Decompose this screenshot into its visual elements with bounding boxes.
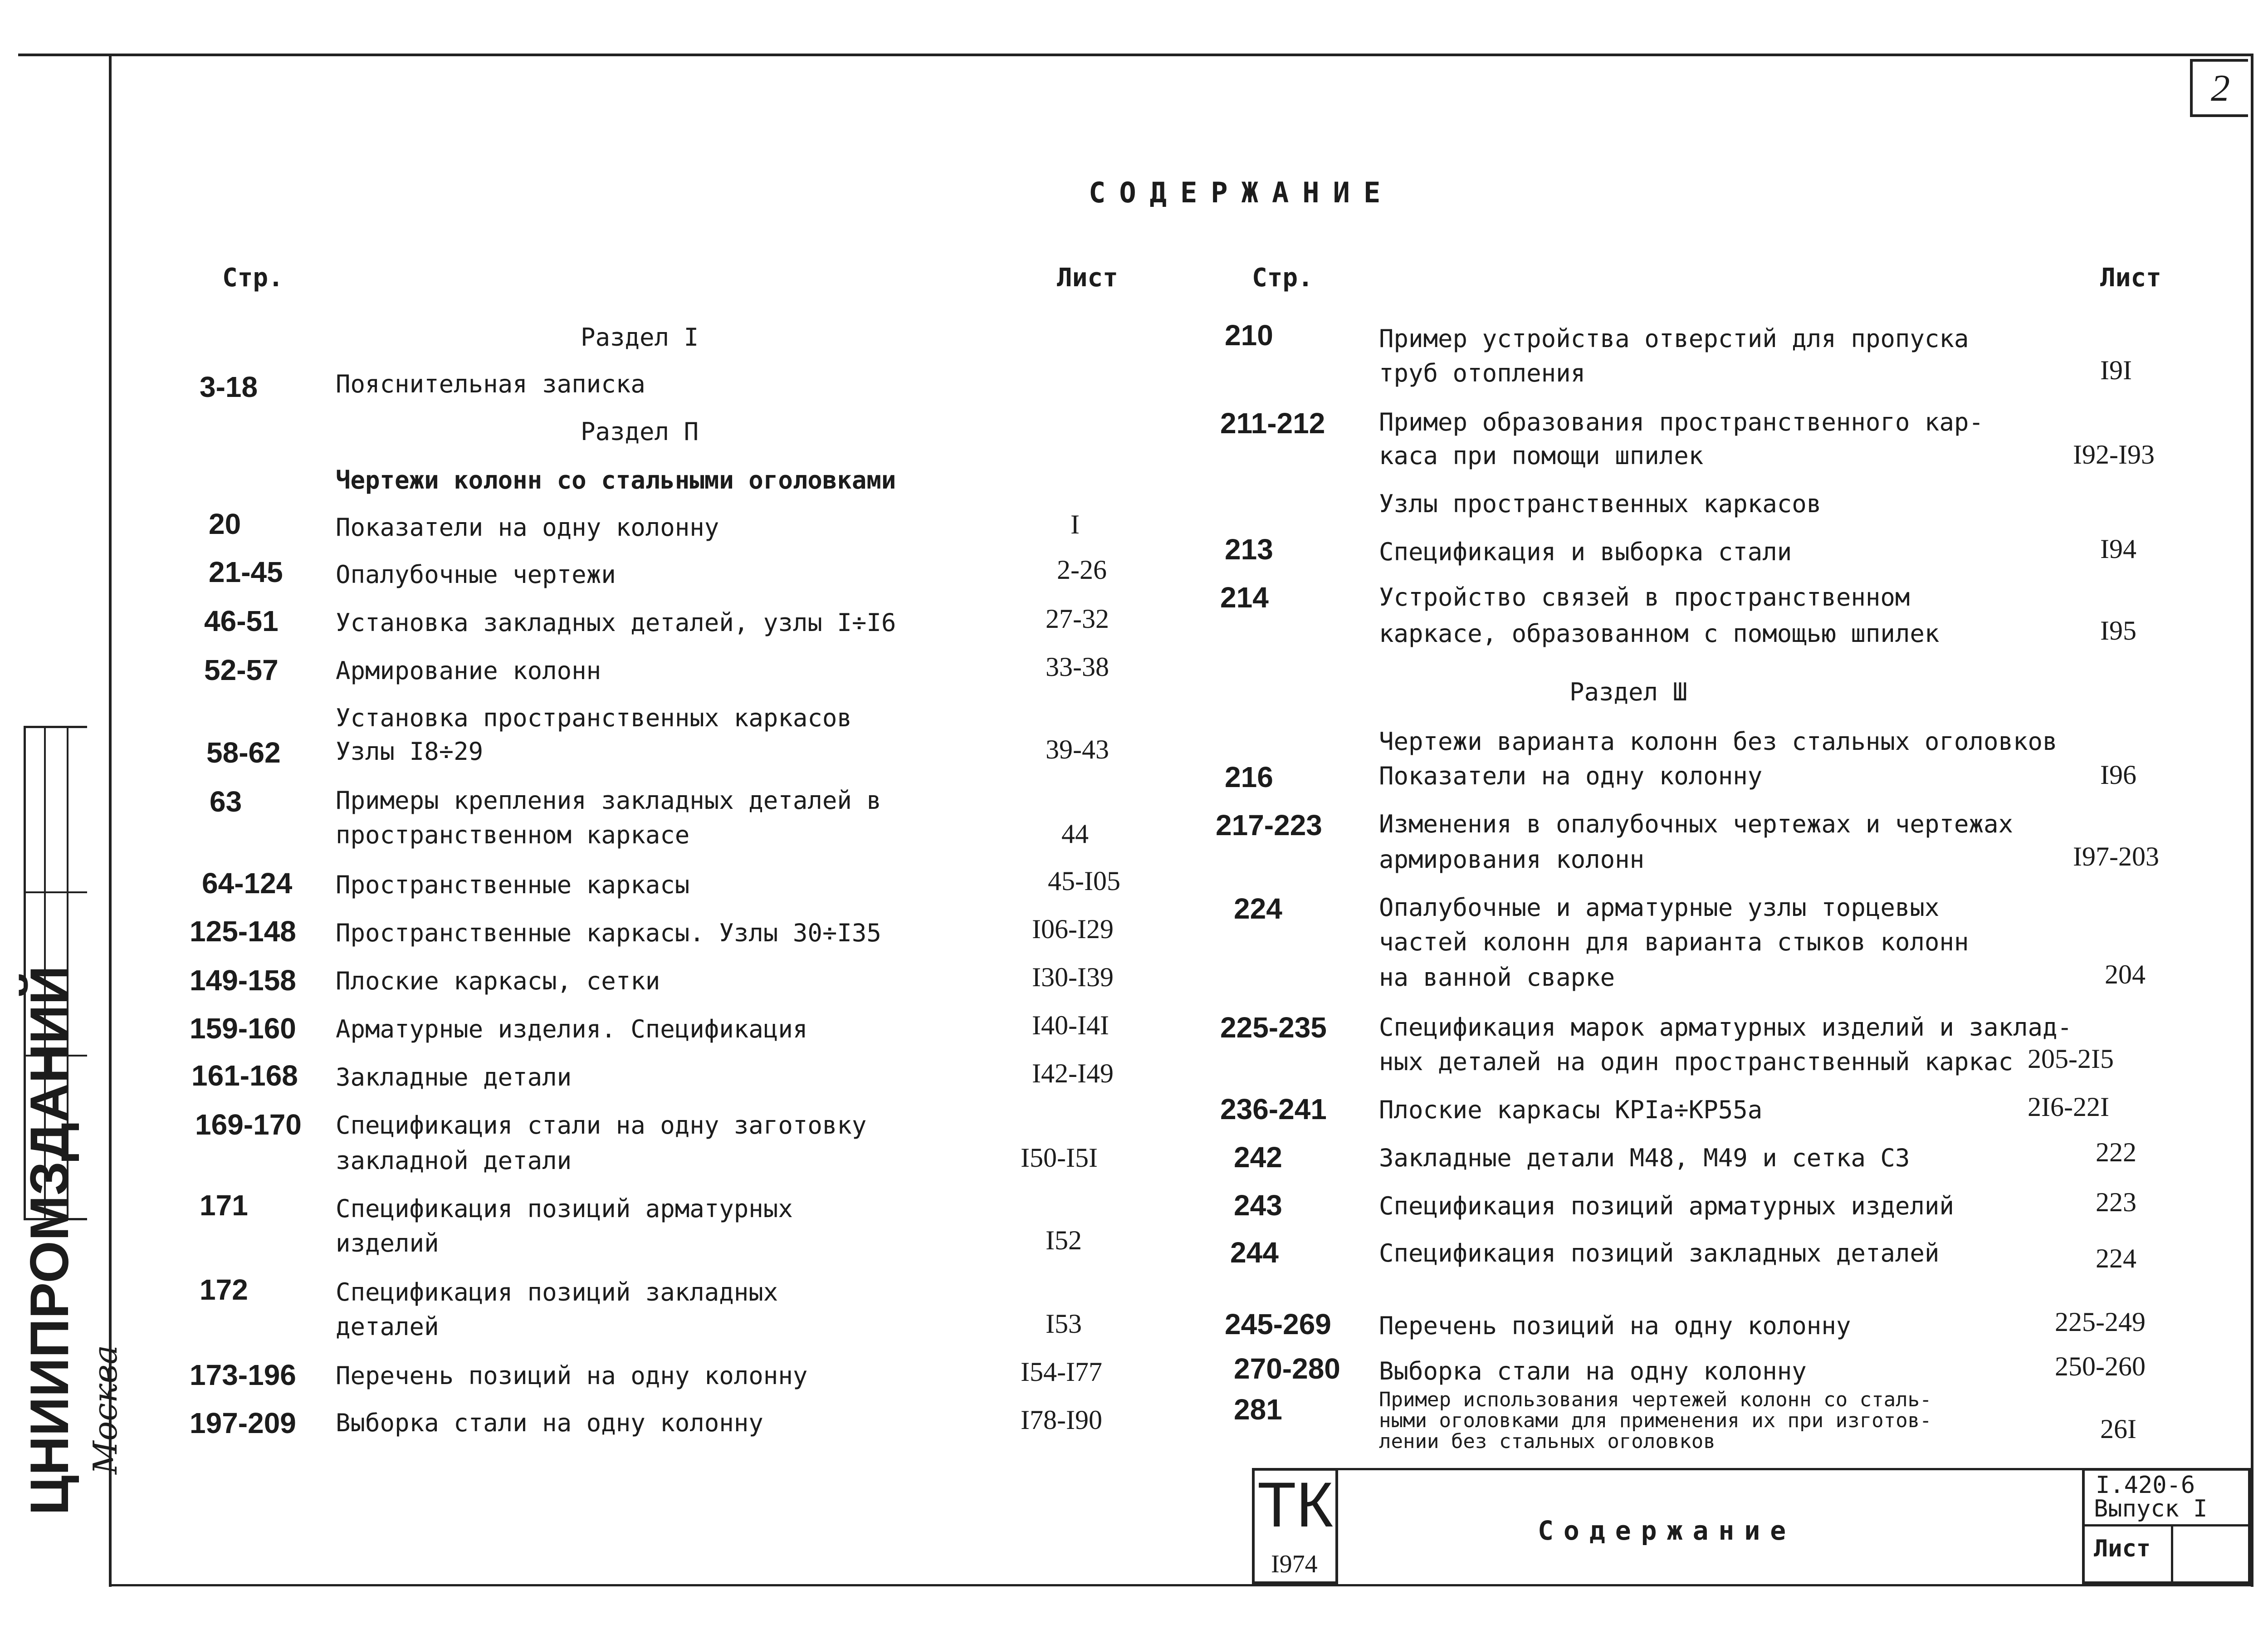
toc-sheet: 44	[1061, 819, 1089, 849]
toc-page: 172	[200, 1273, 248, 1306]
toc-page: 3-18	[200, 371, 258, 403]
toc-sheet: I42-I49	[1032, 1058, 1114, 1088]
toc-subheading: Чертежи колонн со стальными оголовками	[336, 466, 896, 494]
toc-entry: Устройство связей в пространственном	[1379, 583, 1910, 612]
right-header-sheet: Лист	[2100, 263, 2161, 293]
toc-entry: Спецификация позиций закладных	[336, 1278, 778, 1306]
toc-sheet: 250-260	[2055, 1351, 2146, 1381]
toc-entry: Примеры крепления закладных деталей в	[336, 786, 881, 815]
toc-page: 242	[1234, 1141, 1282, 1174]
toc-page: 169-170	[195, 1108, 302, 1141]
top-border	[18, 54, 2253, 56]
toc-sheet: I9I	[2100, 355, 2132, 385]
toc-entry-cont: закладной детали	[336, 1146, 572, 1175]
toc-entry: Опалубочные и арматурные узлы торцевых	[1379, 893, 1940, 922]
toc-entry: Перечень позиций на одну колонну	[1379, 1311, 1851, 1340]
toc-entry: Изменения в опалубочных чертежах и чертежах	[1379, 810, 2013, 838]
toc-sheet: 2I6-22I	[2028, 1092, 2109, 1122]
toc-entry: Установка закладных деталей, узлы I÷I6	[336, 608, 896, 637]
toc-page: 211-212	[1220, 407, 1325, 440]
toc-entry-cont: лении без стальных оголовков	[1379, 1430, 1716, 1453]
bottom-border	[112, 1584, 2253, 1586]
toc-page: 46-51	[204, 605, 279, 637]
toc-entry: Армирование колонн	[336, 656, 601, 685]
left-header-sheet: Лист	[1057, 263, 1118, 293]
toc-entry-cont: каса при помощи шпилек	[1379, 441, 1704, 470]
toc-entry: Перечень позиций на одну колонну	[336, 1361, 808, 1390]
city-name: Москва	[86, 1345, 124, 1474]
toc-entry: Опалубочные чертежи	[336, 560, 616, 589]
toc-entry-cont: Показатели на одну колонну	[1379, 762, 1763, 790]
toc-sheet: I95	[2100, 616, 2136, 646]
right-header-page: Стр.	[1252, 263, 1313, 293]
right-border	[2251, 54, 2253, 1587]
toc-entry: Закладные детали	[336, 1063, 572, 1091]
toc-page: 217-223	[1216, 809, 1322, 841]
toc-entry: Пространственные каркасы	[336, 871, 690, 899]
toc-sheet: I54-I77	[1021, 1357, 1102, 1387]
sheet-label: Лист	[2094, 1535, 2151, 1562]
toc-entry: Плоские каркасы, сетки	[336, 967, 660, 995]
toc-sheet: 223	[2096, 1187, 2136, 1217]
organization-name: ЦНИИПРОМЗДАНИЙ	[19, 965, 80, 1515]
toc-page: 63	[210, 785, 242, 818]
toc-entry-cont: армирования колонн	[1379, 845, 1645, 874]
page-number: 2	[2190, 59, 2248, 117]
section-1-heading: Раздел I	[581, 323, 699, 352]
toc-page: 159-160	[190, 1012, 296, 1045]
toc-sheet: I94	[2100, 534, 2136, 564]
toc-page: 161-168	[191, 1059, 298, 1092]
toc-entry: Закладные детали М48, М49 и сетка С3	[1379, 1144, 1910, 1172]
toc-sheet: 45-I05	[1048, 866, 1120, 896]
toc-page: 245-269	[1225, 1308, 1331, 1340]
toc-entry: Спецификация позиций арматурных изделий	[1379, 1192, 1954, 1220]
toc-sheet: 27-32	[1046, 604, 1109, 634]
toc-sheet: I53	[1046, 1309, 1082, 1339]
doc-code: I.420-6	[2096, 1472, 2195, 1499]
title-block-tk	[1252, 1468, 1338, 1584]
left-header-page: Стр.	[222, 263, 284, 293]
toc-entry-cont: частей колонн для варианта стыков колонн	[1379, 928, 1969, 956]
toc-page: 213	[1225, 533, 1273, 566]
toc-entry-cont: каркасе, образованном с помощью шпилек	[1379, 619, 1940, 648]
section-3-heading: Раздел Ш	[1569, 678, 1688, 706]
toc-page: 58-62	[206, 736, 281, 769]
title-block-code	[2082, 1468, 2251, 1584]
toc-page: 149-158	[190, 964, 296, 997]
toc-sheet: I40-I4I	[1032, 1010, 1109, 1040]
tk-mark: ТК	[1257, 1469, 1334, 1540]
toc-sheet: I96	[2100, 760, 2136, 790]
toc-sheet: I92-I93	[2073, 440, 2155, 470]
toc-page: 236-241	[1220, 1093, 1327, 1125]
toc-entry: Пример образования пространственного кар-	[1379, 408, 1984, 436]
toc-entry-cont: труб отопления	[1379, 359, 1586, 387]
toc-page: 64-124	[202, 867, 293, 900]
toc-sheet: 225-249	[2055, 1307, 2146, 1337]
toc-page: 225-235	[1220, 1011, 1327, 1044]
toc-page: 210	[1225, 319, 1273, 352]
toc-sheet: 222	[2096, 1137, 2136, 1167]
toc-entry: Спецификация позиций закладных деталей	[1379, 1239, 1940, 1267]
toc-entry-cont: ных деталей на один пространственный каркас	[1379, 1047, 2013, 1076]
toc-entry: Спецификация позиций арматурных	[336, 1194, 793, 1223]
toc-sheet: 205-2I5	[2028, 1044, 2114, 1074]
toc-page: 197-209	[190, 1407, 296, 1439]
toc-entry-cont: на ванной сварке	[1379, 963, 1615, 992]
title-block-top-line	[1338, 1468, 2082, 1470]
toc-entry: Спецификация марок арматурных изделий и заклад-	[1379, 1013, 2072, 1042]
toc-page: 214	[1220, 581, 1269, 614]
toc-entry-cont: пространственном каркасе	[336, 821, 690, 849]
toc-sheet: I52	[1046, 1225, 1082, 1255]
toc-sheet: 224	[2096, 1243, 2136, 1273]
toc-entry: Установка пространственных каркасов	[336, 704, 852, 732]
toc-sheet: 33-38	[1046, 652, 1109, 682]
toc-entry: Плоские каркасы КРIа÷КР55а	[1379, 1096, 1763, 1124]
toc-page: 216	[1225, 761, 1273, 793]
toc-sheet: 204	[2105, 959, 2146, 989]
toc-sheet: 39-43	[1046, 734, 1109, 764]
toc-page: 270-280	[1234, 1352, 1340, 1385]
toc-entry: Пример использования чертежей колонн со сталь-	[1379, 1388, 1932, 1411]
toc-entry: Пояснительная записка	[336, 370, 645, 398]
toc-page: 244	[1230, 1236, 1279, 1269]
toc-entry: Выборка стали на одну колонну	[1379, 1357, 1807, 1385]
title-block-caption: Содержание	[1538, 1515, 1796, 1546]
toc-entry: Чертежи варианта колонн без стальных оголовков	[1379, 727, 2058, 756]
toc-sheet: I97-203	[2073, 841, 2159, 871]
toc-sheet: I30-I39	[1032, 962, 1114, 992]
page-title: СОДЕРЖАНИЕ	[1089, 176, 1394, 209]
toc-entry-cont: ными оголовками для применения их при изготов-	[1379, 1409, 1932, 1432]
toc-sheet: I06-I29	[1032, 914, 1114, 944]
toc-page: 281	[1234, 1393, 1282, 1426]
toc-page: 20	[209, 508, 241, 540]
toc-entry-cont: изделий	[336, 1229, 439, 1257]
issue-number: Выпуск I	[2094, 1495, 2208, 1522]
toc-page: 21-45	[209, 556, 283, 588]
tk-year: I974	[1271, 1550, 1318, 1578]
toc-entry: Арматурные изделия. Спецификация	[336, 1015, 808, 1043]
toc-page: 52-57	[204, 654, 279, 686]
toc-page: 173-196	[190, 1359, 296, 1391]
toc-page: 171	[200, 1189, 248, 1222]
toc-entry: Спецификация и выборка стали	[1379, 538, 1792, 566]
toc-subheading: Узлы пространственных каркасов	[1379, 489, 1822, 518]
toc-sheet: I50-I5I	[1021, 1143, 1098, 1173]
toc-entry: Спецификация стали на одну заготовку	[336, 1111, 867, 1140]
toc-entry-cont: Узлы I8÷29	[336, 737, 484, 766]
toc-entry: Пространственные каркасы. Узлы 30÷I35	[336, 919, 881, 947]
toc-page: 224	[1234, 892, 1282, 925]
toc-entry-cont: деталей	[336, 1312, 439, 1341]
toc-sheet: I78-I90	[1021, 1405, 1102, 1435]
section-2-heading: Раздел П	[581, 417, 699, 446]
toc-entry: Выборка стали на одну колонну	[336, 1409, 763, 1437]
toc-entry: Показатели на одну колонну	[336, 513, 719, 542]
toc-entry: Пример устройства отверстий для пропуска	[1379, 324, 1969, 353]
toc-page: 243	[1234, 1189, 1282, 1222]
toc-sheet: 2-26	[1057, 555, 1107, 585]
toc-page: 125-148	[190, 915, 296, 948]
toc-sheet: 26I	[2100, 1414, 2136, 1444]
toc-sheet: I	[1070, 509, 1080, 539]
